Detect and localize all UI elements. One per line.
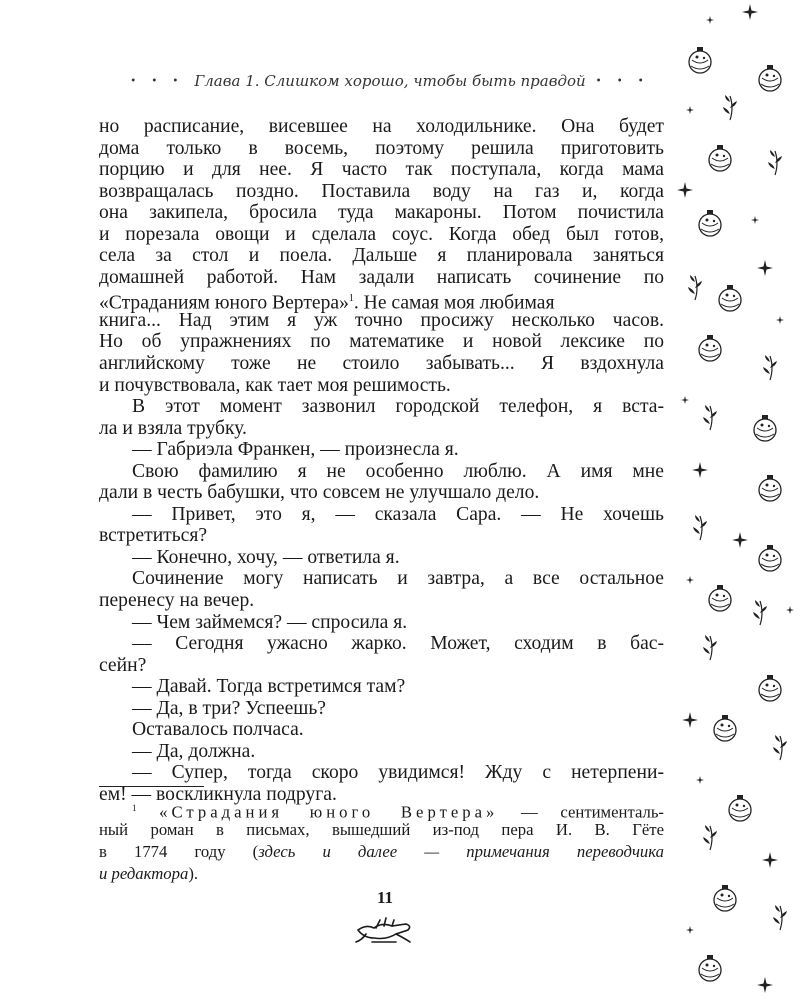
text-line: встретиться? — [99, 525, 208, 547]
footnote-italic: и редактора — [99, 864, 189, 883]
text-line: ем! — воскликнула подруга. — [99, 783, 337, 805]
ornament-pattern — [677, 4, 794, 993]
text-line-rest: . Не самая моя любимая — [353, 292, 555, 314]
text-line: порцию и для нее. Я часто так поступала, когда мама — [99, 159, 664, 181]
text-line: возвращалась поздно. Поставила воду на газ и, когда — [99, 180, 664, 202]
text-line: но расписание, висевшее на холодильнике. Она будет — [99, 116, 664, 137]
text-line: английскому тоже не стоило забывать... Я вздохнула — [99, 353, 664, 375]
footnote-marker: 1 — [132, 803, 137, 813]
footnote-text: в 1774 году ( — [99, 842, 259, 861]
text-line: и почувствовала, как тает моя решимость. — [99, 374, 451, 396]
magic-lamp-icon — [352, 912, 416, 948]
text-line: — Привет, это я, — сказала Сара. — Не хочешь — [132, 503, 664, 525]
text-line: В этот момент зазвонил городской телефон, я вста- — [132, 396, 664, 418]
header-stars-left: • • • — [130, 75, 185, 87]
text-line: — Да, в три? Успеешь? — [132, 697, 326, 719]
text-line: — Чем займемся? — спросила я. — [132, 611, 408, 633]
footnote-line — [99, 863, 664, 885]
text-line: Сочинение могу написать и завтра, а все остальное — [132, 568, 664, 590]
text-line: и порезала овощи и сделала соус. Когда обед был готов, — [99, 223, 664, 245]
footnote-line — [99, 797, 664, 822]
text-line: домашней работой. Нам задали написать сочинение по — [99, 266, 664, 288]
footnote-text: — сентименталь- — [498, 802, 664, 822]
decorative-border — [670, 0, 800, 1000]
text-line: — Габриэла Франкен, — произнесла я. — [132, 439, 459, 461]
text-line: — Сегодня ужасно жарко. Может, сходим в бас- — [132, 633, 664, 655]
text-line: — Супер, тогда скоро увидимся! Жду с нетерпени- — [132, 762, 664, 784]
text-line-with-footnote — [99, 288, 664, 314]
text-line: села за стол и поела. Дальше я планировала заняться — [99, 245, 664, 267]
footnote — [99, 797, 664, 885]
chapter-title: Глава 1. Слишком хорошо, чтобы быть правдой — [194, 72, 586, 90]
page-number: 11 — [376, 888, 394, 907]
body-text — [99, 116, 664, 806]
text-line: книга... Над этим я уж точно просижу несколько часов. — [99, 309, 664, 331]
text-line: ла и взяла трубку. — [99, 417, 247, 439]
text-line: Но об упражнениях по математике и новой лексике по — [99, 331, 664, 353]
text-line: Свою фамилию я не особенно люблю. А имя мне — [132, 460, 664, 482]
footnote-italic: здесь и далее — примечания переводчика — [258, 842, 664, 861]
footnote-ref[interactable]: 1 — [348, 293, 354, 305]
text-line: — Да, должна. — [132, 740, 256, 762]
book-title-ref: «Страданиям юного Вертера» — [99, 292, 349, 314]
text-line: дали в честь бабушки, что совсем не улучшало дело. — [99, 482, 540, 504]
footnote-line: ный роман в письмах, вышедший из-под пера И. В. Гёте — [99, 820, 664, 839]
running-header — [130, 66, 650, 96]
text-line: — Давай. Тогда встретимся там? — [132, 676, 406, 698]
footnote-term: «Страдания юного Вертера» — [159, 802, 499, 822]
text-line: дома только в восемь, поэтому решила приготовить — [99, 137, 664, 159]
footnote-text: ). — [188, 864, 199, 883]
text-line: — Конечно, хочу, — ответила я. — [132, 546, 400, 568]
text-line: перенесу на вечер. — [99, 590, 255, 612]
text-line: она закипела, бросила туда макароны. Потом почистила — [99, 202, 664, 224]
footnote-line — [99, 841, 664, 863]
footnote-divider — [99, 786, 204, 787]
header-stars-right: • • • — [595, 75, 650, 87]
text-line: Оставалось полчаса. — [132, 719, 304, 741]
text-line: сейн? — [99, 654, 147, 676]
